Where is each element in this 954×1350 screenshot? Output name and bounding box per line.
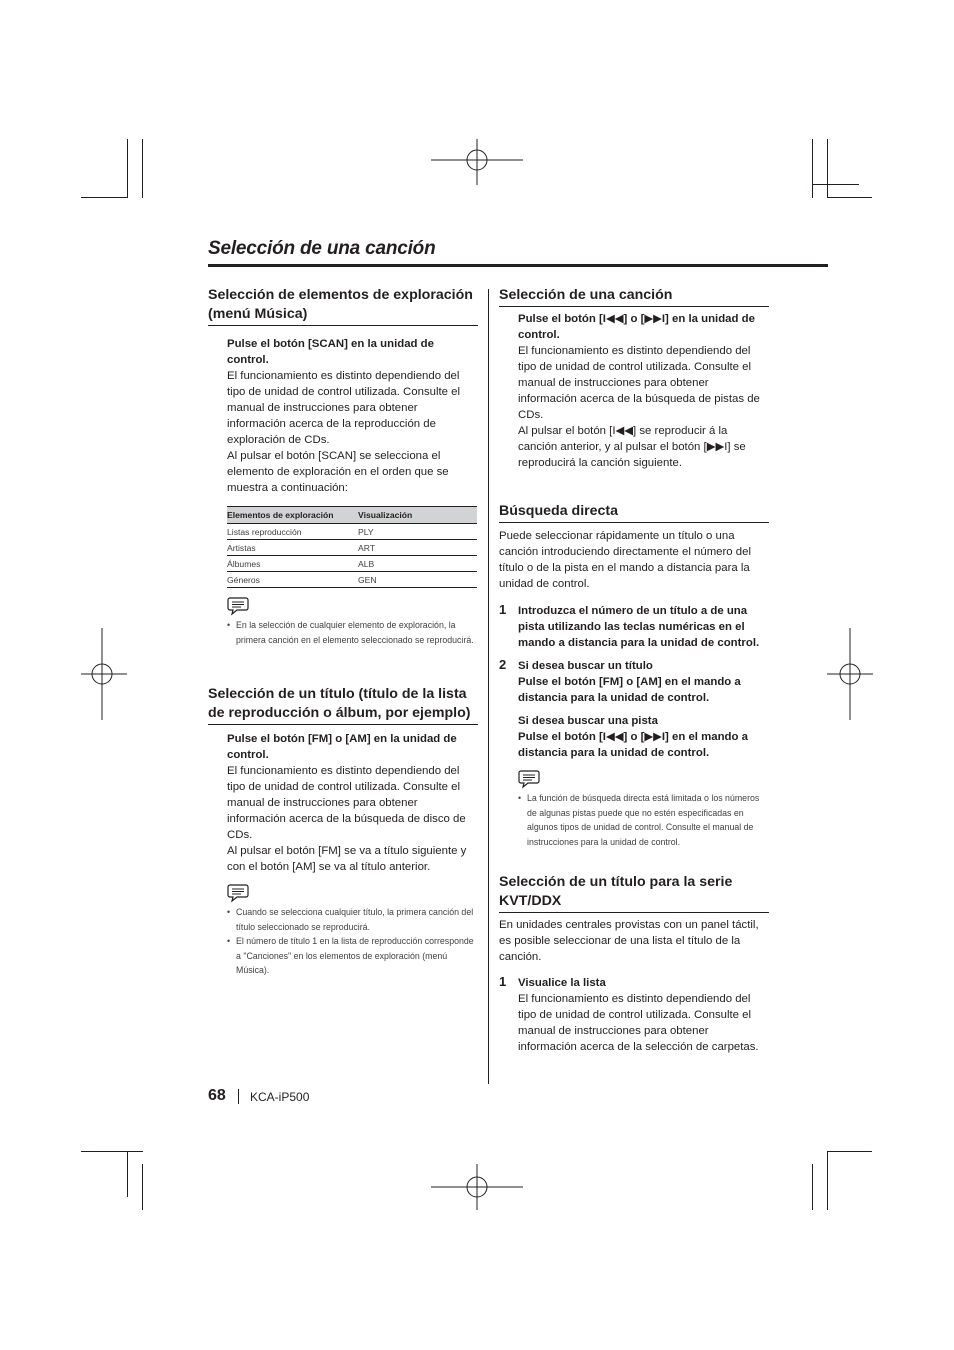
step-subtitle: Visualice la lista	[518, 977, 606, 989]
table-cell: GEN	[358, 572, 477, 588]
step-text: Introduzca el número de un título a de una pista utilizando las teclas numéricas en el mando a distancia para la unidad de control.	[518, 605, 760, 649]
table-row	[227, 556, 477, 572]
scan-instruction: Pulse el botón [SCAN] en la unidad de control.	[227, 338, 434, 366]
registration-mark-top	[431, 139, 523, 185]
table-row	[227, 572, 477, 588]
section-heading-song-select: Selección de una canción	[499, 286, 769, 307]
step-number: 2	[499, 657, 507, 672]
table-header-row	[227, 507, 477, 524]
table-cell: ART	[358, 540, 477, 556]
table-header: Elementos de exploración	[227, 507, 358, 524]
scan-body-2: Al pulsar el botón [SCAN] se selecciona el elemento de exploración en el orden que se muestra a continuación:	[227, 450, 449, 494]
song-select-body-2: Al pulsar el botón [I◀◀] se reproducir á la canción anterior, y al pulsar el botón [▶▶I] se reproducirá la canción siguiente.	[518, 425, 746, 469]
scan-body-1: El funcionamiento es distinto dependiendo del tipo de unidad de control utilizada. Consulte el manual de instrucciones para obtener información acerca de la reproducción de exploración de CDs.	[227, 370, 461, 446]
song-select-body-1: El funcionamiento es distinto dependiendo del tipo de unidad de control utilizada. Consulte el manual de instrucciones para obtener información acerca de la búsqueda de pistas de CDs.	[518, 345, 760, 421]
registration-mark-left	[81, 628, 127, 720]
direct-search-intro: Puede seleccionar rápidamente un título o una canción introduciendo directamente el número del título o de la pista en el mando a distancia para la unidad de control.	[499, 530, 752, 590]
left-column	[208, 286, 478, 978]
direct-search-step-2	[499, 658, 769, 761]
note-icon	[227, 883, 249, 903]
scan-notes	[227, 618, 478, 647]
note-item: • La función de búsqueda directa está limitada o los números de algunas pistas puede que no estén especificadas en algunos tipos de unidad de control. Consulte el manual de instrucciones para la unidad de control.	[518, 791, 769, 849]
note-icon	[227, 596, 249, 616]
note-item: • El número de título 1 en la lista de reproducción corresponde a "Canciones" en los elementos de exploración (menú Música).	[227, 934, 478, 978]
table-cell: Álbumes	[227, 556, 358, 572]
section-heading-title-select: Selección de un título (título de la lista de reproducción o álbum, por ejemplo)	[208, 685, 478, 725]
step-number: 1	[499, 602, 507, 617]
direct-search-notes	[518, 791, 769, 849]
table-cell: Listas reproducción	[227, 524, 358, 540]
step-number: 1	[499, 974, 507, 989]
note-icon	[518, 769, 540, 789]
title-select-body-2: Al pulsar el botón [FM] se va a título siguiente y con el botón [AM] se va al título anterior.	[227, 845, 467, 873]
section-heading-scan: Selección de elementos de exploración (menú Música)	[208, 286, 478, 326]
column-divider	[488, 289, 489, 1084]
step-text: El funcionamiento es distinto dependiendo del tipo de unidad de control utilizada. Consulte el manual de instrucciones para obtener información acerca de la selección de carpetas.	[518, 993, 759, 1053]
note-item: • Cuando se selecciona cualquier título, la primera canción del título seleccionado se reproducirá.	[227, 905, 478, 934]
title-select-instruction: Pulse el botón [FM] o [AM] en la unidad de control.	[227, 733, 457, 761]
model-name: KCA-iP500	[250, 1090, 310, 1104]
kvt-ddx-step-1	[499, 975, 769, 1055]
step-text: Pulse el botón [I◀◀] o [▶▶I] en el mando a distancia para la unidad de control.	[518, 731, 748, 759]
page-number: 68	[208, 1087, 226, 1104]
table-cell: Géneros	[227, 572, 358, 588]
direct-search-step-1	[499, 603, 769, 651]
table-cell: PLY	[358, 524, 477, 540]
table-cell: ALB	[358, 556, 477, 572]
footer-separator	[238, 1089, 239, 1104]
registration-mark-right	[827, 628, 873, 720]
step-subtitle: Si desea buscar una pista	[518, 715, 658, 727]
song-select-instruction: Pulse el botón [I◀◀] o [▶▶I] en la unidad de control.	[518, 313, 755, 341]
scan-items-table	[227, 506, 477, 588]
step-text: Pulse el botón [FM] o [AM] en el mando a distancia para la unidad de control.	[518, 676, 741, 704]
table-row	[227, 540, 477, 556]
section-heading-kvt-ddx: Selección de un título para la serie KVT/DDX	[499, 873, 769, 913]
table-header: Visualización	[358, 507, 477, 524]
table-row	[227, 524, 477, 540]
registration-mark-bottom	[431, 1164, 523, 1210]
title-rule	[208, 264, 828, 267]
title-select-body-1: El funcionamiento es distinto dependiendo del tipo de unidad de control utilizada. Consulte el manual de instrucciones para obtener información acerca de la búsqueda de disco de CDs.	[227, 765, 466, 841]
title-select-notes	[227, 905, 478, 978]
right-column	[499, 286, 769, 1055]
note-item: • En la selección de cualquier elemento de exploración, la primera canción en el elemento seleccionado se reproducirá.	[227, 618, 478, 647]
kvt-ddx-intro: En unidades centrales provistas con un panel táctil, es posible seleccionar de una lista el título de la canción.	[499, 919, 759, 963]
section-heading-direct-search: Búsqueda directa	[499, 502, 769, 523]
table-cell: Artistas	[227, 540, 358, 556]
step-subtitle: Si desea buscar un título	[518, 660, 653, 672]
page-title: Selección de una canción	[208, 238, 436, 259]
